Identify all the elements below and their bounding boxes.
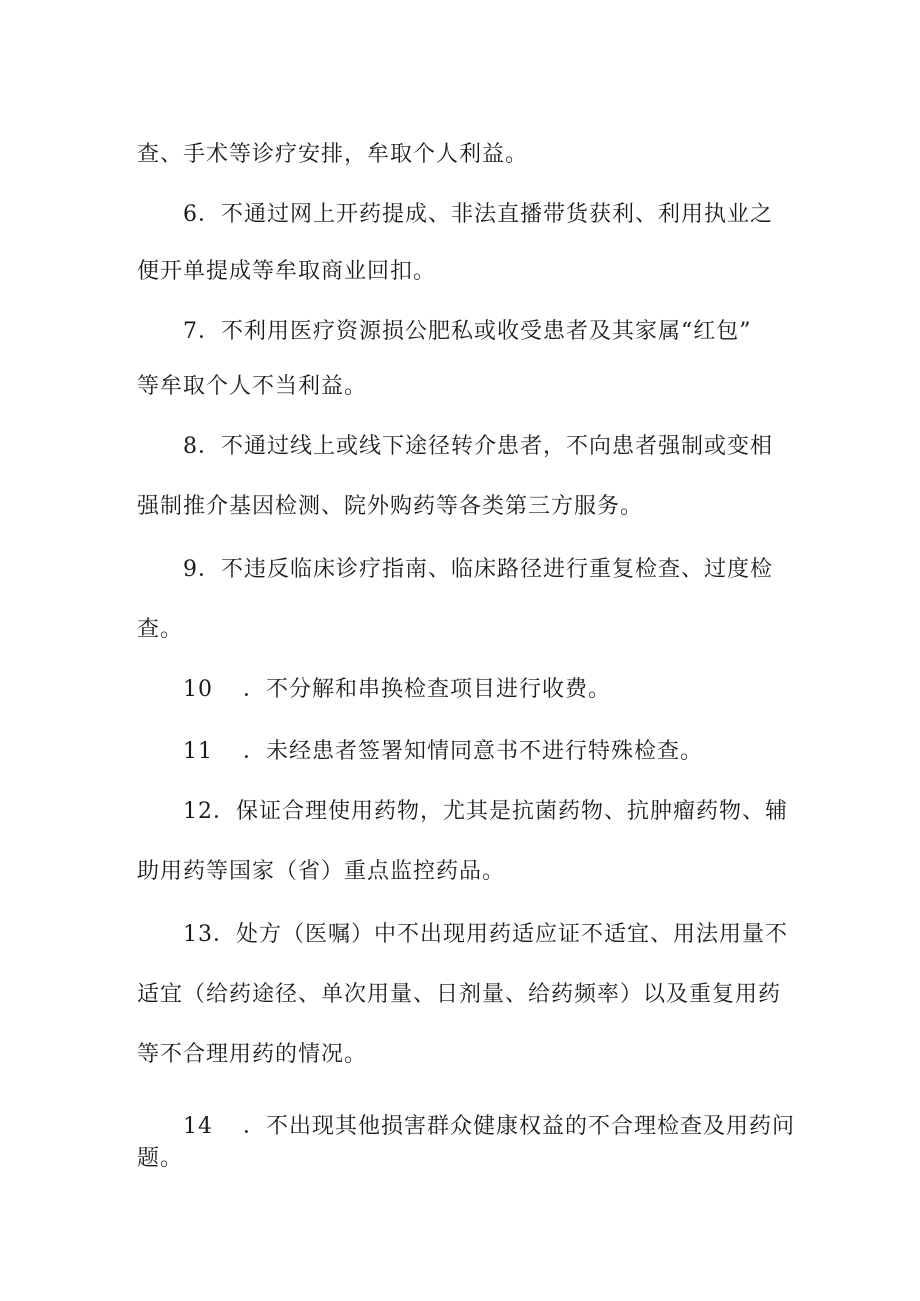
list-item-8 (183, 433, 773, 461)
list-item-13-cont2: 等不合理用药的情况。 (137, 1042, 368, 1067)
list-item-14-cont: 题。 (137, 1146, 184, 1171)
item-number: 9 (183, 557, 198, 582)
item-text: ．不分解和串换检查项目进行收费。 (243, 677, 612, 702)
list-item-14 (183, 1113, 795, 1141)
continuation-line: 查、手术等诊疗安排，牟取个人利益。 (137, 142, 529, 167)
list-item-9 (183, 556, 773, 584)
list-item-6-cont: 便开单提成等牟取商业回扣。 (137, 259, 437, 284)
item-text: ．不通过线上或线下途径转介患者，不向患者强制或变相 (198, 434, 774, 459)
item-number: 7 (183, 319, 198, 344)
list-item-6 (183, 201, 773, 229)
list-item-7-cont: 等牟取个人不当利益。 (137, 374, 368, 399)
item-number: 11 (183, 739, 213, 764)
item-number: 13 (183, 922, 213, 947)
item-text: ．保证合理使用药物，尤其是抗菌药物、抗肿瘤药物、辅 (213, 799, 789, 824)
item-text: ．未经患者签署知情同意书不进行特殊检查。 (243, 739, 704, 764)
item-number: 6 (183, 202, 198, 227)
list-item-8-cont: 强制推介基因检测、院外购药等各类第三方服务。 (137, 494, 644, 519)
list-item-13-cont: 适宜（给药途径、单次用量、日剂量、给药频率）以及重复用药 (137, 982, 782, 1007)
list-item-7 (183, 318, 752, 346)
list-item-12-cont: 助用药等国家（省）重点监控药品。 (137, 859, 506, 884)
item-number: 10 (183, 677, 213, 702)
item-number: 14 (183, 1114, 213, 1139)
item-number: 8 (183, 434, 198, 459)
item-text: ．不违反临床诊疗指南、临床路径进行重复检查、过度检 (198, 557, 774, 582)
item-text: ．不利用医疗资源损公肥私或收受患者及其家属“红包” (198, 319, 752, 344)
list-item-13 (183, 921, 788, 949)
item-text: ．不通过网上开药提成、非法直播带货获利、利用执业之 (198, 202, 774, 227)
item-text: ．不出现其他损害群众健康权益的不合理检查及用药问 (243, 1114, 796, 1139)
list-item-12 (183, 798, 788, 826)
list-item-10 (183, 676, 611, 704)
item-text: ．处方（医嘱）中不出现用药适应证不适宜、用法用量不 (213, 922, 789, 947)
list-item-11 (183, 738, 703, 766)
item-number: 12 (183, 799, 213, 824)
list-item-9-cont: 查。 (137, 617, 184, 642)
